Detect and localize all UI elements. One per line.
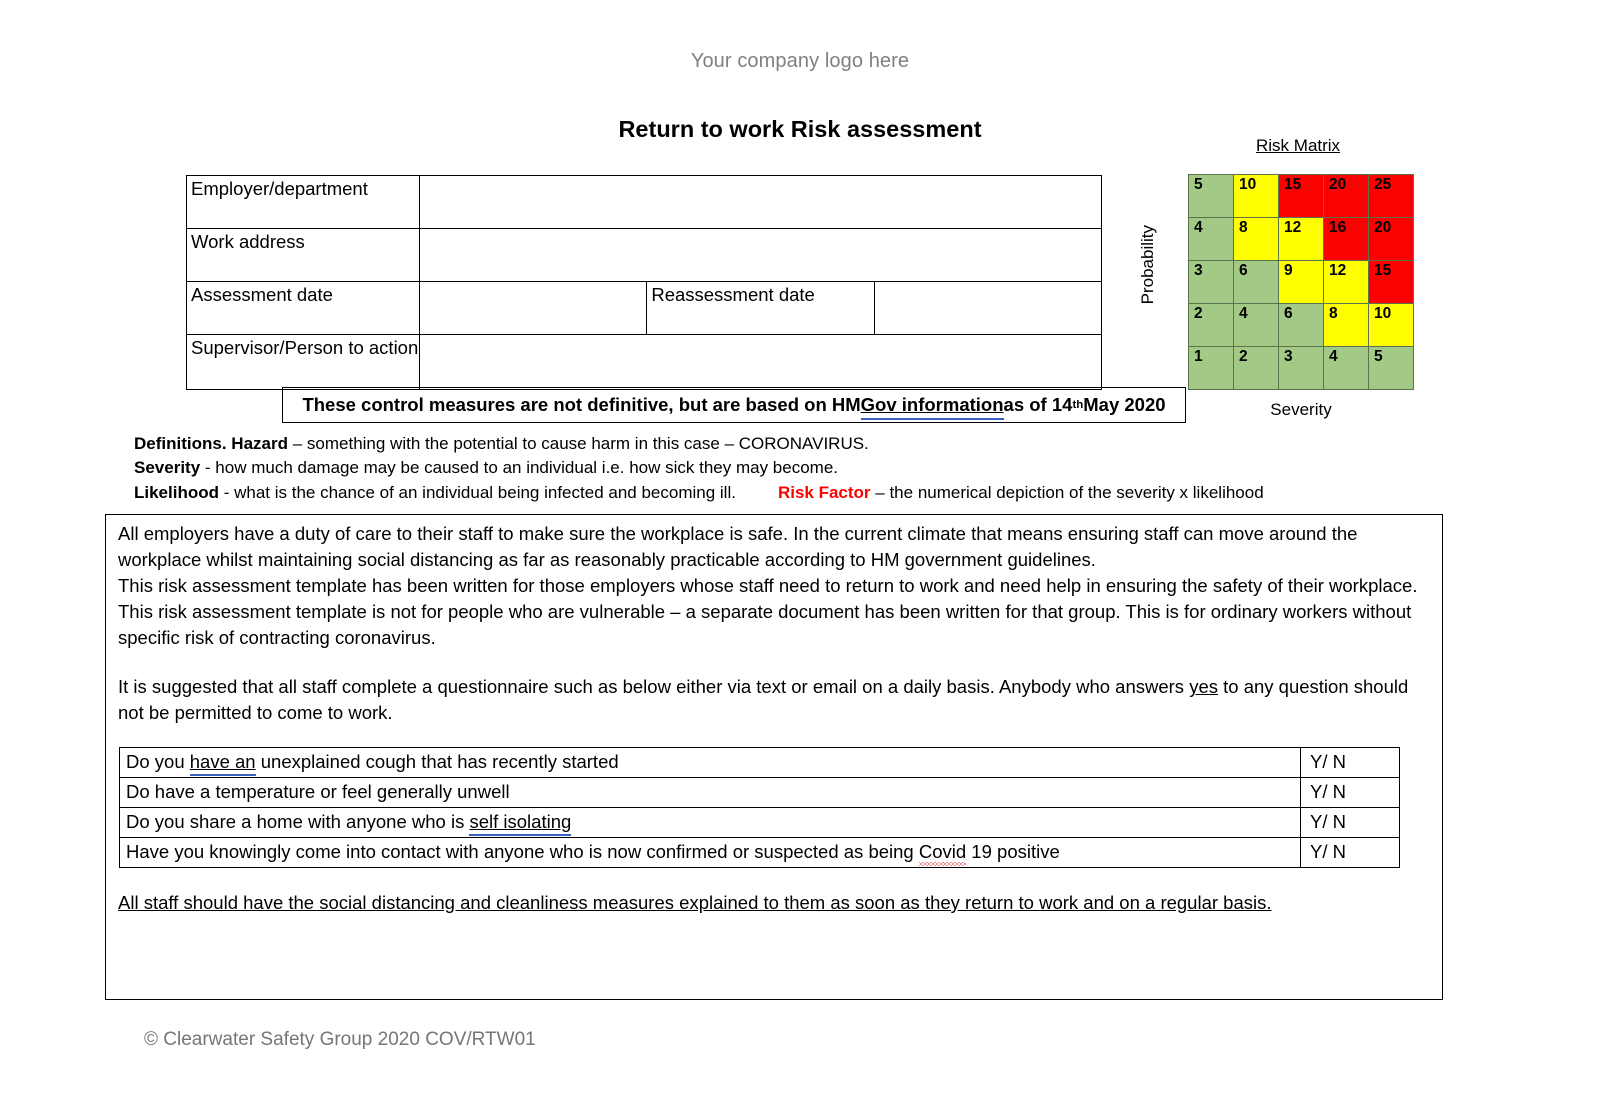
answer-cell-2[interactable]: Y/ N (1301, 778, 1400, 808)
guidance-text (118, 521, 1433, 726)
table-row (187, 176, 1102, 229)
reassessment-date-label: Reassessment date (647, 282, 874, 335)
matrix-cell: 3 (1279, 347, 1324, 390)
matrix-cell: 9 (1279, 261, 1324, 304)
employer-department-field[interactable] (420, 176, 1102, 229)
matrix-cell: 8 (1324, 304, 1369, 347)
question-3-grammar-flag: self isolating (469, 811, 572, 832)
guidance-paragraph-1: All employers have a duty of care to their staff to make sure the workplace is safe. In the current climate that means ensuring staff can move around the workplace whilst maintaining social distancing as far as reasonably practicable according to HM government guidelines. (118, 523, 1358, 570)
gov-information-link[interactable]: Gov information (860, 394, 1004, 415)
paragraph-spacer (118, 650, 1433, 674)
matrix-cell: 12 (1324, 261, 1369, 304)
table-row (187, 335, 1102, 390)
answer-cell-1[interactable]: Y/ N (1301, 748, 1400, 778)
severity-axis-label: Severity (1270, 400, 1332, 419)
matrix-cell: 25 (1369, 175, 1414, 218)
questionnaire-table (119, 747, 1400, 868)
definition-hazard (134, 432, 1264, 456)
matrix-cell: 12 (1279, 218, 1324, 261)
table-row (187, 229, 1102, 282)
question-4-spellcheck-flag: Covid (918, 841, 967, 862)
matrix-cell: 20 (1324, 175, 1369, 218)
footer-copyright: © Clearwater Safety Group 2020 COV/RTW01 (144, 1029, 536, 1050)
question-4-text-after: 19 positive (966, 841, 1060, 862)
matrix-cell: 10 (1234, 175, 1279, 218)
definition-severity (134, 456, 1264, 480)
notice-ordinal-suffix: th (1072, 399, 1084, 411)
question-1-grammar-flag: have an (189, 751, 256, 772)
severity-description: - how much damage may be caused to an individual i.e. how sick they may become. (204, 458, 839, 478)
table-row (120, 748, 1400, 778)
definitions-block (134, 432, 1264, 505)
answer-cell-3[interactable]: Y/ N (1301, 808, 1400, 838)
matrix-cell: 3 (1189, 261, 1234, 304)
matrix-cell: 4 (1324, 347, 1369, 390)
company-logo-placeholder: Your company logo here (690, 50, 910, 72)
work-address-field[interactable] (420, 229, 1102, 282)
table-row (120, 808, 1400, 838)
risk-matrix (1188, 174, 1414, 390)
risk-matrix-title: Risk Matrix (1256, 136, 1341, 155)
question-cell-1 (120, 748, 1301, 778)
risk-factor-description: – the numerical depiction of the severity x likelihood (875, 482, 1264, 502)
matrix-cell: 8 (1234, 218, 1279, 261)
notice-text-part1: These control measures are not definitive, but are based on HM (302, 394, 861, 415)
reassessment-date-field[interactable] (874, 282, 1101, 335)
supervisor-field[interactable] (420, 335, 1102, 390)
question-3-text-before: Do you share a home with anyone who is (126, 811, 470, 832)
guidance-yes-emphasis: yes (1189, 676, 1218, 698)
question-cell-2: Do have a temperature or feel generally unwell (120, 778, 1301, 808)
matrix-cell: 15 (1369, 261, 1414, 304)
matrix-row (1189, 304, 1414, 347)
matrix-cell: 20 (1369, 218, 1414, 261)
definitions-heading: Definitions. (134, 434, 227, 453)
question-4-text-before: Have you knowingly come into contact with anyone who is now confirmed or suspected as being (126, 841, 919, 862)
matrix-cell: 10 (1369, 304, 1414, 347)
risk-matrix-grid (1188, 174, 1414, 390)
table-row (187, 282, 1102, 335)
severity-term: Severity (134, 458, 201, 478)
matrix-cell: 6 (1234, 261, 1279, 304)
definition-likelihood (134, 481, 1264, 505)
matrix-cell: 2 (1189, 304, 1234, 347)
table-row (120, 838, 1400, 868)
guidance-paragraph-3-after: to any question should not be permitted to come to work. (118, 676, 1409, 724)
likelihood-description: - what is the chance of an individual being infected and becoming ill. (223, 482, 736, 502)
control-measures-notice (282, 387, 1186, 423)
employer-department-label: Employer/department (187, 176, 420, 229)
table-row (120, 778, 1400, 808)
matrix-cell: 4 (1189, 218, 1234, 261)
guidance-paragraph-3-before: It is suggested that all staff complete a questionnaire such as below either via text or email on a daily basis. Anybody who answers (118, 676, 1190, 698)
answer-cell-4[interactable]: Y/ N (1301, 838, 1400, 868)
supervisor-label: Supervisor/Person to action (187, 335, 420, 390)
guidance-paragraph-3 (118, 674, 1433, 726)
matrix-row (1189, 347, 1414, 390)
matrix-row (1189, 175, 1414, 218)
hazard-description: – something with the potential to cause harm in this case – CORONAVIRUS. (292, 434, 869, 453)
question-1-text-before: Do you (126, 751, 190, 772)
matrix-cell: 2 (1234, 347, 1279, 390)
matrix-cell: 6 (1279, 304, 1324, 347)
likelihood-term: Likelihood (134, 482, 219, 502)
notice-text-part2: as of 14 (1003, 394, 1073, 415)
matrix-cell: 15 (1279, 175, 1324, 218)
question-cell-4 (120, 838, 1301, 868)
matrix-cell: 4 (1234, 304, 1279, 347)
notice-text-part3: May 2020 (1083, 394, 1166, 415)
matrix-cell: 1 (1189, 347, 1234, 390)
hazard-term: Hazard (231, 434, 288, 453)
matrix-cell: 5 (1369, 347, 1414, 390)
assessment-date-field[interactable] (420, 282, 647, 335)
matrix-row (1189, 261, 1414, 304)
closing-statement: All staff should have the social distancing and cleanliness measures explained to them as soon as they return to work and on a regular basis. (118, 892, 1272, 913)
assessment-date-label: Assessment date (187, 282, 420, 335)
guidance-paragraph-2: This risk assessment template has been written for those employers whose staff need to return to work and need help in ensuring the safety of their workplace. This risk assessment template is not for people who are vulnerable – a separate document has been written for that group. This is for ordinary workers without specific risk of contracting coronavirus. (118, 574, 1418, 648)
probability-axis-label: Probability (1138, 225, 1157, 305)
work-address-label: Work address (187, 229, 420, 282)
matrix-cell: 16 (1324, 218, 1369, 261)
employer-info-table (186, 175, 1102, 390)
page-title: Return to work Risk assessment (618, 116, 982, 142)
matrix-row (1189, 218, 1414, 261)
question-1-text-after: unexplained cough that has recently started (255, 751, 619, 772)
risk-factor-term: Risk Factor (777, 482, 871, 502)
question-cell-3 (120, 808, 1301, 838)
matrix-cell: 5 (1189, 175, 1234, 218)
